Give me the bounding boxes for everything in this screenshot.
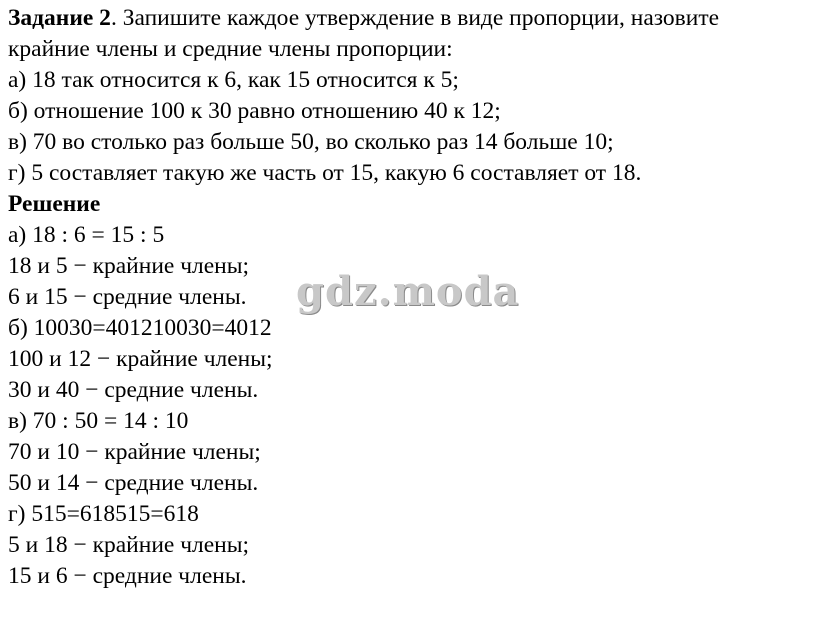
solution-heading: Решение	[8, 191, 101, 217]
solution-line-g-extremes: 5 и 18 − крайние члены;	[8, 532, 250, 558]
solution-line-b-means: 30 и 40 − средние члены.	[8, 377, 259, 403]
task-statement-line-2: крайние члены и средние члены пропорции:	[8, 36, 453, 62]
solution-line-b-extremes: 100 и 12 − крайние члены;	[8, 346, 273, 372]
task-title: Задание 2	[8, 5, 111, 31]
solution-line-g-proportion: г) 515=618515=618	[8, 501, 199, 527]
solution-line-b-proportion: б) 10030=401210030=4012	[8, 315, 272, 341]
solution-line-g-means: 15 и 6 − средние члены.	[8, 563, 247, 589]
solution-line-a-means: 6 и 15 − средние члены.	[8, 284, 247, 310]
task-statement-line-1	[8, 3, 828, 34]
task-item-a: а) 18 так относится к 6, как 15 относится к 5;	[8, 67, 459, 93]
task-item-g: г) 5 составляет такую же часть от 15, какую 6 составляет от 18.	[8, 160, 642, 186]
solution-line-v-proportion: в) 70 : 50 = 14 : 10	[8, 408, 189, 434]
watermark-logo: gdz.moda	[296, 268, 520, 315]
task-item-b: б) отношение 100 к 30 равно отношению 40 к 12;	[8, 98, 501, 124]
task-intro: . Запишите каждое утверждение в виде пропорции, назовите	[110, 5, 720, 31]
solution-line-a-extremes: 18 и 5 − крайние члены;	[8, 253, 250, 279]
solution-line-v-extremes: 70 и 10 − крайние члены;	[8, 439, 261, 465]
task-item-v: в) 70 во столько раз больше 50, во сколько раз 14 больше 10;	[8, 129, 614, 155]
solution-line-v-means: 50 и 14 − средние члены.	[8, 470, 259, 496]
solution-line-a-proportion: а) 18 : 6 = 15 : 5	[8, 222, 165, 248]
